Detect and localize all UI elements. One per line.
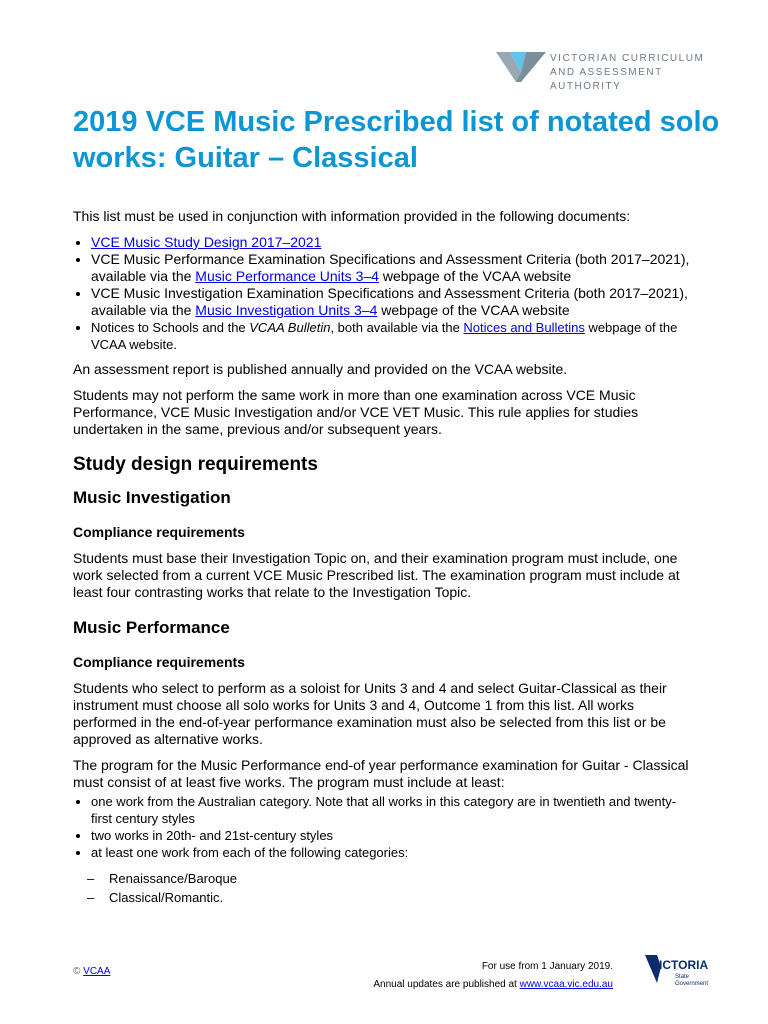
victoria-logo-icon bbox=[645, 953, 715, 989]
document-text: webpage of the VCAA website bbox=[377, 302, 570, 318]
victoria-logo bbox=[645, 953, 715, 989]
investigation-text: Students must base their Investigation Topic on, and their examination program must include, one work selected from a current VCE Music Prescribed list. The examination program must include at least four contrasting works that relate to the Investigation Topic. bbox=[73, 550, 680, 600]
victoria-logo-sub2: Government bbox=[675, 981, 709, 987]
victoria-logo-text: VICTORIA bbox=[651, 958, 709, 972]
category-list bbox=[73, 869, 693, 907]
category-item: – Classical/Romantic. bbox=[87, 888, 693, 907]
performance-text: Students who select to perform as a soloist for Units 3 and 4 and select Guitar-Classical as their instrument must choose all solo works for Units 3 and 4, Outcome 1 from this list. All works performed in the end-of-year performance examination must also be selected from this list or be approved as alternative works. bbox=[73, 680, 667, 747]
study-design-heading: Study design requirements bbox=[73, 454, 318, 475]
document-text: VCE Music Investigation Examination Specifications and Assessment Criteria (both 2017–2021), available via the bbox=[91, 285, 688, 318]
intro-text: This list must be used in conjunction with information provided in the following documents: bbox=[73, 208, 631, 224]
vcaa-logo-icon bbox=[496, 48, 546, 84]
document-text: webpage of the VCAA website bbox=[378, 268, 572, 284]
exam-rule-text: Students may not perform the same work in more than one examination across VCE Music Performance, VCE Music Investigation and/or VCE VET Music. This rule applies for studies undertaken in the same, previous and/or subsequent years. bbox=[73, 387, 639, 437]
documents-list bbox=[73, 234, 693, 353]
document-text: , both available via the bbox=[330, 320, 464, 335]
victoria-logo-sub1: State bbox=[675, 974, 690, 980]
notices-bulletins-link[interactable]: Notices and Bulletins bbox=[463, 320, 585, 335]
assessment-report-text: An assessment report is published annually and provided on the VCAA website. bbox=[73, 361, 568, 377]
updates-text bbox=[313, 976, 613, 994]
footer-info bbox=[313, 958, 613, 994]
logo-line-2: AND ASSESSMENT AUTHORITY bbox=[550, 67, 663, 92]
document-text: VCE Music Performance Examination Specifications and Assessment Criteria (both 2017–2021), available via the bbox=[91, 251, 690, 284]
program-item: • at least one work from each of the following categories: bbox=[91, 844, 693, 861]
study-design-link[interactable]: VCE Music Study Design 2017–2021 bbox=[91, 234, 322, 250]
copyright-symbol: © bbox=[73, 966, 81, 977]
updates-pre: Annual updates are published at bbox=[373, 979, 520, 990]
logo-line-1: VICTORIAN CURRICULUM bbox=[550, 53, 705, 64]
vcaa-link[interactable]: VCAA bbox=[83, 966, 111, 977]
bulletin-title: VCAA Bulletin bbox=[249, 320, 331, 335]
music-investigation-heading: Music Investigation bbox=[73, 488, 231, 507]
copyright bbox=[73, 966, 110, 977]
document-item bbox=[91, 285, 693, 319]
document-item bbox=[91, 234, 693, 251]
program-list bbox=[73, 793, 693, 861]
compliance-heading: Compliance requirements bbox=[73, 524, 245, 540]
main-content bbox=[73, 208, 693, 915]
document-text: Notices to Schools and the bbox=[91, 320, 250, 335]
vcaa-logo bbox=[496, 48, 706, 92]
document-item bbox=[91, 319, 693, 353]
category-item: – Renaissance/Baroque bbox=[87, 869, 693, 888]
music-investigation-link[interactable]: Music Investigation Units 3–4 bbox=[195, 302, 378, 318]
compliance-heading: Compliance requirements bbox=[73, 654, 245, 670]
music-performance-link[interactable]: Music Performance Units 3–4 bbox=[195, 268, 379, 284]
program-item: • one work from the Australian category. Note that all works in this category are in twentieth and twenty-first century styles bbox=[91, 793, 693, 827]
document-text: webpage of the VCAA website. bbox=[91, 320, 678, 352]
performance-program-text: The program for the Music Performance end-of year performance examination for Guitar - Classical must consist of at least five works. The program must include at least: bbox=[73, 757, 689, 790]
page-title: 2019 VCE Music Prescribed list of notated solo works: Guitar – Classical bbox=[73, 106, 720, 174]
program-item: • two works in 20th- and 21st-century styles bbox=[91, 827, 693, 844]
vcaa-website-link[interactable]: www.vcaa.vic.edu.au bbox=[519, 979, 613, 990]
for-use-text: For use from 1 January 2019. bbox=[481, 961, 613, 972]
document-item bbox=[91, 251, 693, 285]
music-performance-heading: Music Performance bbox=[73, 618, 230, 637]
